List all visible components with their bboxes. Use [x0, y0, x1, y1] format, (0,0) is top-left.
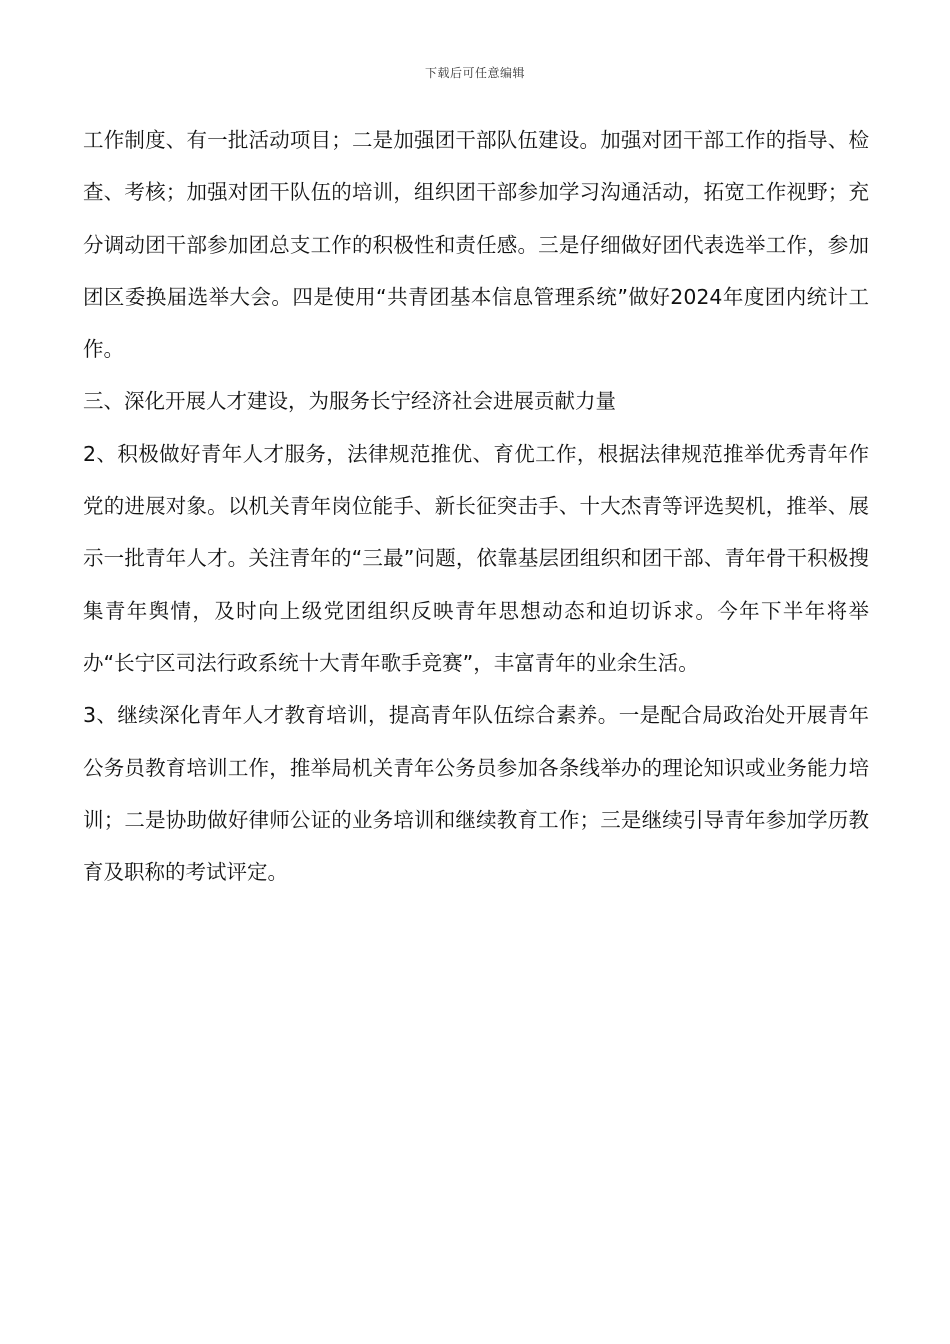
document-body [83, 114, 869, 898]
paragraph-youth-talent-service: 2、积极做好青年人才服务，法律规范推优、育优工作，根据法律规范推举优秀青年作党的进展对象。以机关青年岗位能手、新长征突击手、十大杰青等评选契机，推举、展示一批青年人才。关注青年的“三最”问题，依靠基层团组织和团干部、青年骨干积极搜集青年舆情，及时向上级党团组织反映青年思想动态和迫切诉求。今年下半年将举办“长宁区司法行政系统十大青年歌手竞赛”，丰富青年的业余生活。 [83, 441, 869, 675]
paragraph-team-cadre-work: 工作制度、有一批活动项目；二是加强团干部队伍建设。加强对团干部工作的指导、检查、考核；加强对团干队伍的培训，组织团干部参加学习沟通活动，拓宽工作视野；充分调动团干部参加团总支工作的积极性和责任感。三是仔细做好团代表选举工作，参加团区委换届选举大会。四是使用“共青团基本信息管理系统”做好2024年度团内统计工作。 [83, 128, 869, 362]
paragraph-youth-education-training: 3、继续深化青年人才教育培训，提高青年队伍综合素养。一是配合局政治处开展青年公务员教育培训工作，推举局机关青年公务员参加各条线举办的理论知识或业务能力培训；二是协助做好律师公证的业务培训和继续教育工作；三是继续引导青年参加学历教育及职称的考试评定。 [83, 703, 869, 885]
section-heading-talent-building: 三、深化开展人才建设，为服务长宁经济社会进展贡献力量 [83, 389, 616, 414]
page-header-note: 下载后可任意编辑 [424, 66, 525, 80]
